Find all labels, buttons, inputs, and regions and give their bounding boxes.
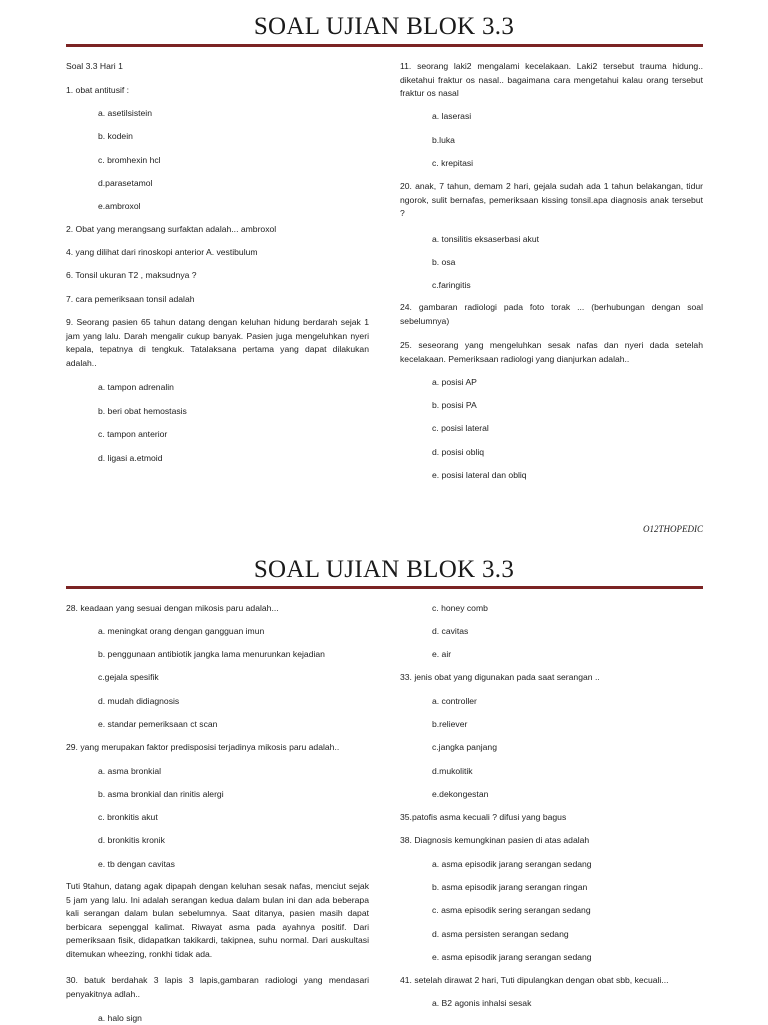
option: b. asma bronkial dan rinitis alergi [98, 789, 224, 799]
question-1: 1. obat antitusif : [66, 85, 130, 95]
question-35: 35.patofis asma kecuali ? difusi yang bagus [400, 812, 567, 822]
option: e. air [432, 649, 452, 659]
question-38: 38. Diagnosis kemungkinan pasien di atas adalah [400, 835, 590, 845]
option: a. tonsilitis eksaserbasi akut [432, 234, 539, 244]
option: d. mudah didiagnosis [98, 696, 180, 706]
option: d. posisi obliq [432, 447, 485, 457]
option: a. controller [432, 696, 477, 706]
option: e. posisi lateral dan obliq [432, 470, 527, 480]
option: a. laserasi [432, 111, 472, 121]
option: a. B2 agonis inhalsi sesak [432, 998, 532, 1008]
question-29: 29. yang merupakan faktor predisposisi terjadinya mikosis paru adalah.. [66, 742, 340, 752]
question-7: 7. cara pemeriksaan tonsil adalah [66, 294, 195, 304]
option: a. asetilsistein [98, 108, 152, 118]
option: b. osa [432, 257, 456, 267]
question-4: 4. yang dilihat dari rinoskopi anterior A. vestibulum [66, 247, 258, 257]
option: b.reliever [432, 719, 468, 729]
option: a. tampon adrenalin [98, 382, 174, 392]
option: d.parasetamol [98, 178, 153, 188]
option: e.ambroxol [98, 201, 141, 211]
question-6: 6. Tonsil ukuran T2 , maksudnya ? [66, 270, 197, 280]
question-41: 41. setelah dirawat 2 hari, Tuti dipulangkan dengan obat sbb, kecuali... [400, 975, 669, 985]
option: b. asma episodik jarang serangan ringan [432, 882, 588, 892]
option: b. beri obat hemostasis [98, 406, 187, 416]
option: c. asma episodik sering serangan sedang [432, 905, 591, 915]
title-rule [66, 586, 703, 589]
section-header: Soal 3.3 Hari 1 [66, 61, 123, 71]
option: b.luka [432, 135, 455, 145]
question-25: 25. seseorang yang mengeluhkan sesak nafas dan nyeri dada setelah kecelakaan. Pemeriksaan radiologi yang dianjurkan adalah.. [400, 340, 703, 364]
question-30: 30. batuk berdahak 3 lapis 3 lapis,gambaran radiologi yang mendasari penyakitnya adlah.. [66, 975, 369, 999]
option: e. tb dengan cavitas [98, 859, 175, 869]
option: c. posisi lateral [432, 423, 489, 433]
option: a. asma episodik jarang serangan sedang [432, 859, 592, 869]
option: b. kodein [98, 131, 133, 141]
question-28: 28. keadaan yang sesuai dengan mikosis paru adalah... [66, 603, 279, 613]
option: c.gejala spesifik [98, 672, 159, 682]
option: c. krepitasi [432, 158, 474, 168]
option: e. standar pemeriksaan ct scan [98, 719, 218, 729]
option: c.jangka panjang [432, 742, 497, 752]
option: e.dekongestan [432, 789, 489, 799]
question-24: 24. gambaran radiologi pada foto torak ... (berhubungan dengan soal sebelumnya) [400, 302, 703, 326]
option: a. halo sign [98, 1013, 142, 1023]
question-2: 2. Obat yang merangsang surfaktan adalah... ambroxol [66, 224, 277, 234]
option: d. cavitas [432, 626, 469, 636]
option: c. honey comb [432, 603, 488, 613]
option: c. tampon anterior [98, 429, 168, 439]
option: b. penggunaan antibiotik jangka lama menurunkan kejadian [98, 649, 325, 659]
option: e. asma episodik jarang serangan sedang [432, 952, 592, 962]
question-9: 9. Seorang pasien 65 tahun datang dengan keluhan hidung berdarah sejak 1 jam yang lalu. Darah mengalir cukup banyak. Pasien juga mengeluhkan nyeri kepala, tepatnya di tengkuk. Tatalaksana pertama yang dapat dilakukan adalah.. [66, 317, 369, 368]
signature: O12THOPEDIC [643, 524, 703, 534]
option: c. bronkitis akut [98, 812, 158, 822]
option: d. bronkitis kronik [98, 835, 165, 845]
question-33: 33. jenis obat yang digunakan pada saat serangan .. [400, 672, 600, 682]
option: c.faringitis [432, 280, 471, 290]
option: b. posisi PA [432, 400, 477, 410]
option: a. asma bronkial [98, 766, 162, 776]
page-title: SOAL UJIAN BLOK 3.3 [253, 556, 515, 583]
option: d.mukolitik [432, 766, 473, 776]
option: d. asma persisten serangan sedang [432, 929, 569, 939]
option: d. ligasi a.etmoid [98, 453, 163, 463]
option: c. bromhexin hcl [98, 155, 161, 165]
question-20: 20. anak, 7 tahun, demam 2 hari, gejala sudah ada 1 tahun belakangan, tidur ngorok, sulit bernafas, pemeriksaan kissing tonsil.apa diagnosis anak tersebut ? [400, 181, 703, 218]
option: a. posisi AP [432, 377, 477, 387]
title-rule [66, 44, 703, 47]
page-title: SOAL UJIAN BLOK 3.3 [253, 13, 515, 40]
question-11: 11. seorang laki2 mengalami kecelakaan. Laki2 tersebut trauma hidung.. diketahui fraktur os nasal.. bagaimana cara mengetahui kalau orang tersebut fraktur os nasal [400, 61, 703, 98]
option: a. meningkat orang dengan gangguan imun [98, 626, 265, 636]
case-description: Tuti 9tahun, datang agak dipapah dengan keluhan sesak nafas, menciut sejak 5 jam yang lalu. Ini adalah serangan kedua dalam bulan ini dan ada beberapa kali serangan dalam bulan sebelumnya. Saat ditanya, pasien masih dapat berbicara sepenggal kalimat. Riwayat asma pada ayahnya positif. Dari pemeriksaan fisik, didapatkan takikardi, takipnea, suhu normal. Dari auskultasi ditemukan wheezing, ronkhi tidak ada. [66, 881, 369, 959]
